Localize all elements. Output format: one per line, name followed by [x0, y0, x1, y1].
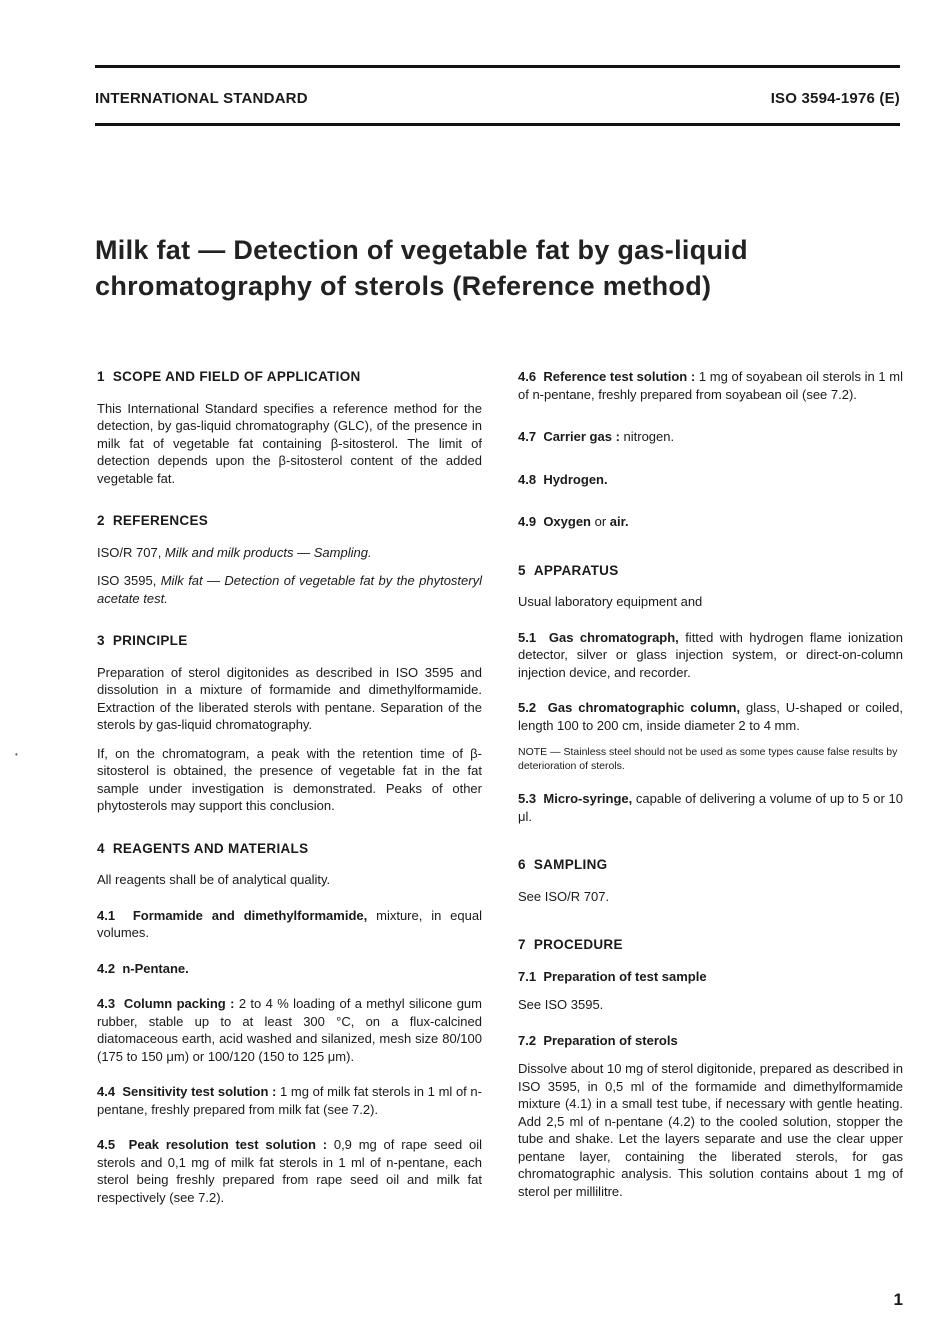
section-4-heading: 4 REAGENTS AND MATERIALS [97, 840, 309, 856]
item-5-3: 5.3 Micro-syringe, capable of delivering a volume of up to 5 or 10 μl. [518, 791, 903, 824]
section-5-heading: 5 APPARATUS [518, 562, 619, 578]
item-5-1: 5.1 Gas chromatograph, fitted with hydrogen flame ionization detector, silver or glass injection system, or direct-on-column injection device, and recorder. [518, 629, 903, 680]
item-4-8: 4.8 Hydrogen. [518, 471, 608, 487]
margin-mark: • [15, 750, 18, 759]
note-stainless-steel: NOTE — Stainless steel should not be used as some types cause false results by deterioration of sterols. [518, 746, 898, 772]
section-3-heading: 3 PRINCIPLE [97, 633, 188, 648]
section-1-text: This International Standard specifies a reference method for the detection, by gas-liquid chromatography (GLC), of the presence in milk fat of vegetable fat containing β-sitosterol. The limit of detection depends upon the β-sitosterol content of the added vegetable fat. [97, 400, 482, 486]
page-number: 1 [893, 1290, 903, 1309]
apparatus-intro: Usual laboratory equipment and [518, 594, 703, 609]
standard-number-header: ISO 3594-1976 (E) [770, 90, 900, 107]
section-7-heading: 7 PROCEDURE [518, 937, 623, 952]
section-1-heading: 1 SCOPE AND FIELD OF APPLICATION [97, 369, 361, 384]
sampling-text: See ISO/R 707. [518, 888, 610, 904]
standard-type-header: INTERNATIONAL STANDARD [95, 90, 308, 107]
reagents-intro: All reagents shall be of analytical quality. [97, 872, 331, 887]
item-7-2-heading: 7.2 Preparation of sterols [518, 1032, 678, 1048]
reference-1: ISO/R 707, Milk and milk products — Sampling. [97, 544, 372, 560]
item-4-7: 4.7 Carrier gas : nitrogen. [518, 429, 675, 444]
left-column [97, 368, 482, 1217]
header-rule [95, 123, 900, 126]
item-4-3: 4.3 Column packing : 2 to 4 % loading of a methyl silicone gum rubber, stable up to at least 300 °C, on a flux-calcined diatomaceous earth, acid washed and silanized, mesh size 80/100 (175 to 150 μm) or 100/120 (150 to 125 μm). [97, 996, 482, 1064]
principle-text-2: If, on the chromatogram, a peak with the retention time of β-sitosterol is obtained, the presence of vegetable fat in the fat sample under investigation is demonstrated. Peaks of other phytosterols may support this conclusion. [97, 745, 482, 813]
reference-2: ISO 3595, Milk fat — Detection of vegetable fat by the phytosteryl acetate test. [97, 573, 482, 606]
item-4-9: 4.9 Oxygen or air. [518, 514, 629, 529]
item-7-1-text: See ISO 3595. [518, 997, 604, 1012]
item-4-4: 4.4 Sensitivity test solution : 1 mg of milk fat sterols in 1 ml of n-pentane, freshly prepared from milk fat (see 7.2). [97, 1084, 482, 1117]
item-4-1: 4.1 Formamide and dimethylformamide, mixture, in equal volumes. [97, 907, 482, 940]
document-title: Milk fat — Detection of vegetable fat by gas-liquid chromatography of sterols (Reference method) [95, 235, 748, 301]
item-7-2-text: Dissolve about 10 mg of sterol digitonide, prepared as described in ISO 3595, in 0,5 ml of the formamide and dimethylformamide mixture (4.1) in a small test tube, if necessary with gentle heating. Add 2,5 ml of n-pentane (4.2) to the cooled solution, stopper the tube and shake. Let the layers separate and use the clear upper pentane layer, containing the liberated sterols, for gas chromatographic analysis. This solution contains about 1 mg of sterol per millilitre. [518, 1061, 903, 1199]
item-5-2: 5.2 Gas chromatographic column, glass, U-shaped or coiled, length 100 to 200 cm, inside diameter 2 to 4 mm. [518, 700, 903, 733]
item-7-1-heading: 7.1 Preparation of test sample [518, 968, 707, 984]
section-2-heading: 2 REFERENCES [97, 513, 209, 528]
item-4-2: 4.2 n-Pentane. [97, 960, 189, 976]
item-4-5: 4.5 Peak resolution test solution : 0,9 mg of rape seed oil sterols and 0,1 mg of milk fat sterols in 1 ml of n-pentane, each sterol being freshly prepared from rape seed oil and milk fat respectively (see 7.2). [97, 1137, 482, 1205]
section-6-heading: 6 SAMPLING [518, 857, 608, 872]
item-4-6: 4.6 Reference test solution : 1 mg of soyabean oil sterols in 1 ml of n-pentane, freshly prepared from soyabean oil (see 7.2). [518, 369, 903, 402]
top-rule [95, 65, 900, 68]
right-column [518, 368, 903, 1211]
principle-text-1: Preparation of sterol digitonides as described in ISO 3595 and dissolution in a mixture of formamide and dimethylformamide. Extraction of the liberated sterols with pentane. Separation of the sterols by gas-liquid chromatography. [97, 664, 482, 732]
